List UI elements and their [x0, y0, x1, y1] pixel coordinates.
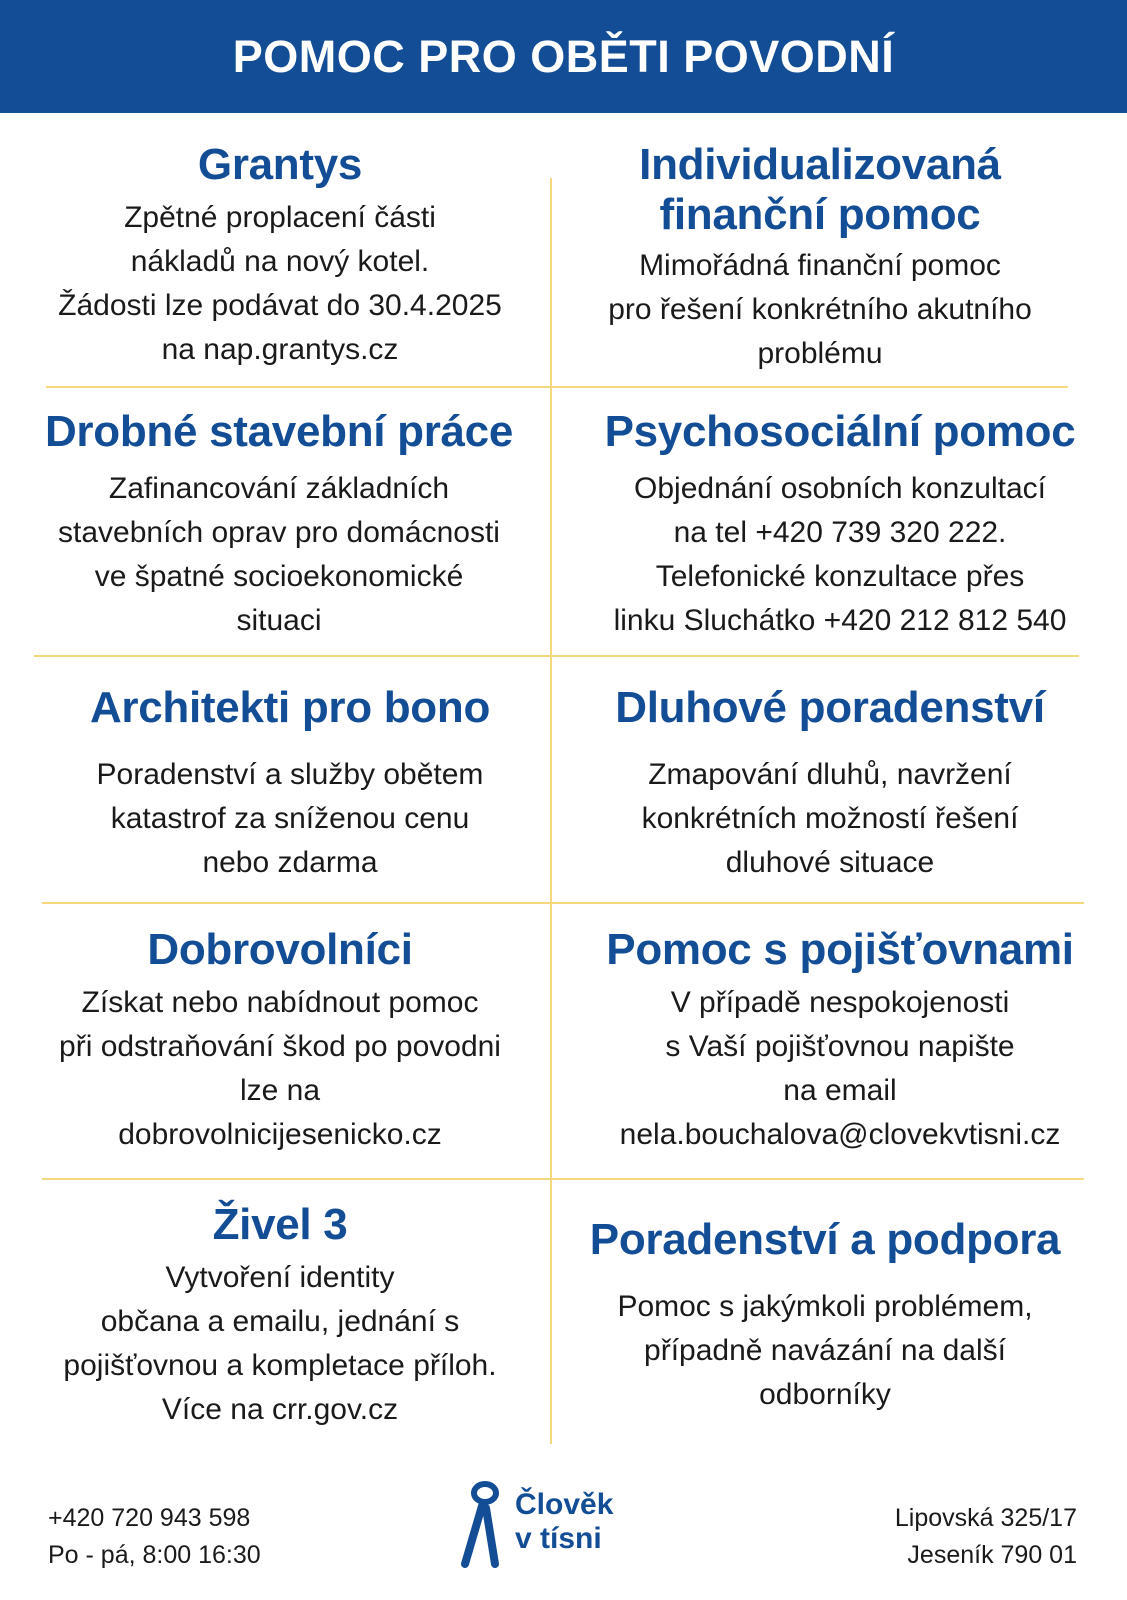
individual-text: Mimořádná finanční pomoc pro řešení konkrétního akutního problému [608, 249, 1032, 370]
row-divider-4 [42, 1178, 1084, 1180]
organization-logo [455, 1480, 665, 1570]
footer-contact [48, 1500, 261, 1574]
individual-title: Individualizovaná finanční pomoc [639, 140, 1001, 239]
pojistovny-title: Pomoc s pojišťovnami [606, 925, 1074, 974]
zivel-section [20, 1200, 540, 1432]
psycho-text: Objednání osobních konzultací na tel +420 739 320 222. Telefonické konzultace přes linku Sluchátko +420 212 812 540 [613, 472, 1067, 637]
psycho-section [560, 407, 1120, 643]
footer-address-line2: Jeseník 790 01 [907, 1541, 1077, 1569]
header-banner [0, 0, 1127, 113]
footer-address-line1: Lipovská 325/17 [894, 1504, 1077, 1532]
architekti-section [30, 683, 550, 885]
row-divider-2 [34, 655, 1079, 657]
zivel-title: Živel 3 [212, 1200, 348, 1249]
dluhove-section [560, 683, 1100, 885]
dobrovolnici-text: Získat nebo nabídnout pomoc při odstraňování škod po povodni lze na dobrovolnicijesenicko.cz [59, 986, 501, 1151]
row-divider-1 [46, 386, 1068, 388]
drobne-section [14, 407, 544, 643]
page-title: POMOC PRO OBĚTI POVODNÍ [232, 30, 895, 82]
architekti-title: Architekti pro bono [89, 683, 491, 732]
poradenstvi-title: Poradenství a podpora [589, 1215, 1061, 1264]
poradenstvi-text: Pomoc s jakýmkoli problémem, případně navázání na další odborníky [617, 1290, 1033, 1411]
dobrovolnici-section [20, 925, 540, 1157]
grantys-text: Zpětné proplacení části nákladů na nový kotel. Žádosti lze podávat do 30.4.2025 na nap.grantys.cz [58, 201, 502, 366]
psycho-title: Psychosociální pomoc [604, 407, 1076, 456]
zivel-text: Vytvoření identity občana a emailu, jednání s pojišťovnou a kompletace příloh. Více na crr.gov.cz [63, 1261, 497, 1426]
pojistovny-text: V případě nespokojenosti s Vaší pojišťovnou napište na email nela.bouchalova@clovekvtisni.cz [619, 986, 1061, 1151]
dluhove-title: Dluhové poradenství [615, 683, 1045, 732]
individual-section [560, 140, 1080, 376]
vertical-divider [550, 178, 552, 1444]
grantys-section [20, 140, 540, 372]
dobrovolnici-title: Dobrovolníci [147, 925, 413, 974]
person-icon [455, 1480, 511, 1570]
row-divider-3 [42, 902, 1084, 904]
drobne-title: Drobné stavební práce [44, 407, 514, 456]
footer-address [895, 1500, 1077, 1574]
architekti-text: Poradenství a služby obětem katastrof za sníženou cenu nebo zdarma [96, 758, 484, 879]
footer-phone[interactable]: +420 720 943 598 [48, 1504, 251, 1532]
drobne-text: Zafinancování základních stavebních oprav pro domácnosti ve špatné socioekonomické situaci [58, 472, 500, 637]
pojistovny-section [560, 925, 1120, 1157]
logo-text: Člověk v tísni [515, 1488, 614, 1555]
poradenstvi-section [555, 1215, 1095, 1417]
grantys-title: Grantys [197, 140, 363, 189]
footer-hours: Po - pá, 8:00 16:30 [48, 1541, 261, 1569]
dluhove-text: Zmapování dluhů, navržení konkrétních možností řešení dluhové situace [641, 758, 1019, 879]
